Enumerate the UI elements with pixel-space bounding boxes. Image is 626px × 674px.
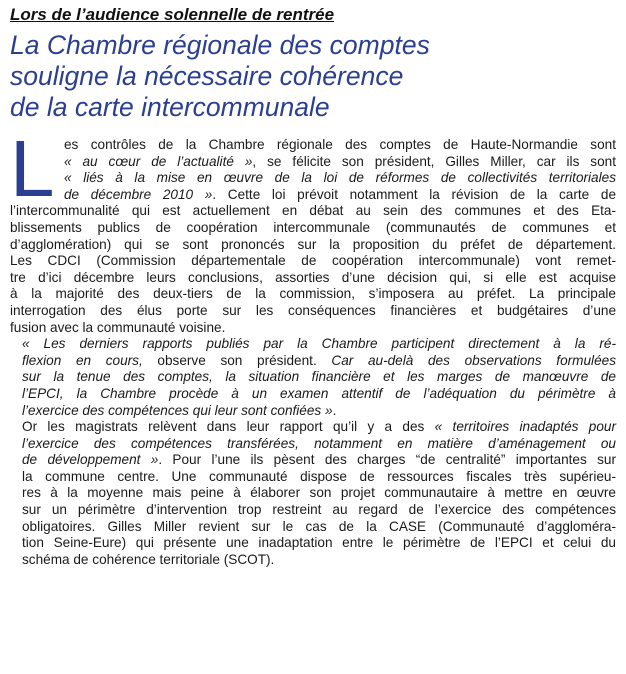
body-text: blissements publics de coopération intercommunale (communautés de communes et	[10, 219, 616, 235]
quote-text: « au cœur de l’actualité »	[64, 153, 253, 169]
text-line	[10, 220, 616, 237]
body-text: l’intercommunalité qui est actuellement en débat au sein des communes et des Eta-	[10, 203, 616, 219]
body-text: tre d’ici décembre leurs conclusions, assorties d’une décision qui, si elle est acquise	[10, 269, 616, 285]
text-line	[10, 469, 616, 486]
quote-text: l’EPCI, la Chambre procède à un examen attentif de l’adéquation du périmètre à	[22, 385, 616, 401]
text-line	[10, 303, 616, 320]
headline-line: souligne la nécessaire cohérence	[10, 61, 404, 91]
text-line	[10, 154, 616, 171]
body-text: interrogation des élus porte sur les conséquences financières et budgétaires d’une	[10, 302, 616, 318]
paragraph	[10, 336, 616, 419]
body-text: observe son président.	[142, 352, 332, 368]
text-line	[10, 452, 616, 469]
quote-text: « liés à la mise en œuvre de la loi de réformes de collectivités territoriales	[64, 170, 616, 186]
body-text: Or les magistrats relèvent dans leur rapport qu’il y a des	[22, 419, 435, 435]
text-line	[10, 353, 616, 370]
text-line	[10, 336, 616, 353]
body-text: Les CDCI (Commission départementale de coopération intercommunale) vont remet-	[10, 253, 616, 269]
body-text: res à la moyenne mais peine à élaborer son projet communautaire à mettre en œuvre	[22, 485, 616, 501]
body-text: . Cette loi prévoit notamment la révision de la carte de	[212, 186, 617, 202]
body-text: sur un périmètre d’intervention trop restreint au regard de l’exercice des compétences	[22, 502, 616, 518]
headline-line: La Chambre régionale des comptes	[10, 30, 430, 60]
body-text: fusion avec la communauté voisine.	[10, 319, 226, 335]
quote-text: de décembre 2010 »	[64, 186, 213, 202]
quote-text: l’exercice des compétences transférées, notamment en matière d’aménagement ou	[22, 435, 616, 451]
headline-line: de la carte intercommunale	[10, 92, 330, 122]
quote-text: de développement »	[22, 452, 159, 468]
text-line	[10, 237, 616, 254]
text-line	[10, 137, 616, 154]
paragraph	[10, 419, 616, 568]
text-line	[10, 369, 616, 386]
text-line	[10, 270, 616, 287]
text-line	[10, 187, 616, 204]
text-line	[10, 419, 616, 436]
text-line	[10, 502, 616, 519]
quote-text: « territoires inadaptés pour	[434, 419, 616, 435]
text-line	[10, 403, 616, 420]
text-line	[10, 519, 616, 536]
article-body	[10, 137, 616, 568]
quote-text: « Les derniers rapports publiés par la Chambre participent directement à la ré-	[22, 336, 616, 352]
body-text: d’agglomération) qui se sont prononcés sur la proposition du préfet de département.	[10, 236, 616, 252]
text-line	[10, 485, 616, 502]
body-text: tion Seine-Eure) qui présente une inadaptation entre le périmètre de l’EPCI et celui du	[22, 535, 616, 551]
body-text: à la majorité des deux-tiers de la commission, s’imposera au préfet. La principale	[10, 286, 616, 302]
text-line	[10, 535, 616, 552]
body-text: la commune centre. Une communauté dispose de ressources fiscales très supérieu-	[22, 468, 616, 484]
text-line	[10, 286, 616, 303]
body-text: es contrôles de la Chambre régionale des comptes de Haute-Normandie sont	[64, 137, 616, 152]
text-line	[10, 386, 616, 403]
text-line	[10, 552, 616, 569]
text-line	[10, 170, 616, 187]
paragraph	[10, 137, 616, 336]
text-line	[10, 436, 616, 453]
paragraphs	[10, 137, 616, 568]
headline	[10, 30, 616, 123]
text-line	[10, 203, 616, 220]
quote-text: flexion en cours,	[22, 352, 143, 368]
body-text: . Pour l’une ils pèsent des charges “de centralité” importantes sur	[158, 452, 616, 468]
body-text: .	[332, 402, 337, 418]
text-line	[10, 253, 616, 270]
body-text: schéma de cohérence territoriale (SCOT).	[22, 551, 275, 567]
quote-text: sur la tenue des comptes, la situation financière et les marges de manœuvre de	[22, 369, 616, 385]
body-text: , se félicite son président, Gilles Miller, car ils sont	[252, 153, 616, 169]
quote-text: l’exercice des compétences qui leur sont confiées »	[22, 402, 333, 418]
body-text: obligatoires. Gilles Miller revient sur le cas de la CASE (Communauté d’aggloméra-	[22, 518, 616, 534]
drop-cap: L	[10, 139, 55, 199]
quote-text: Car au-delà des observations formulées	[331, 352, 616, 368]
text-line	[10, 320, 616, 337]
kicker: Lors de l’audience solennelle de rentrée	[10, 5, 335, 24]
